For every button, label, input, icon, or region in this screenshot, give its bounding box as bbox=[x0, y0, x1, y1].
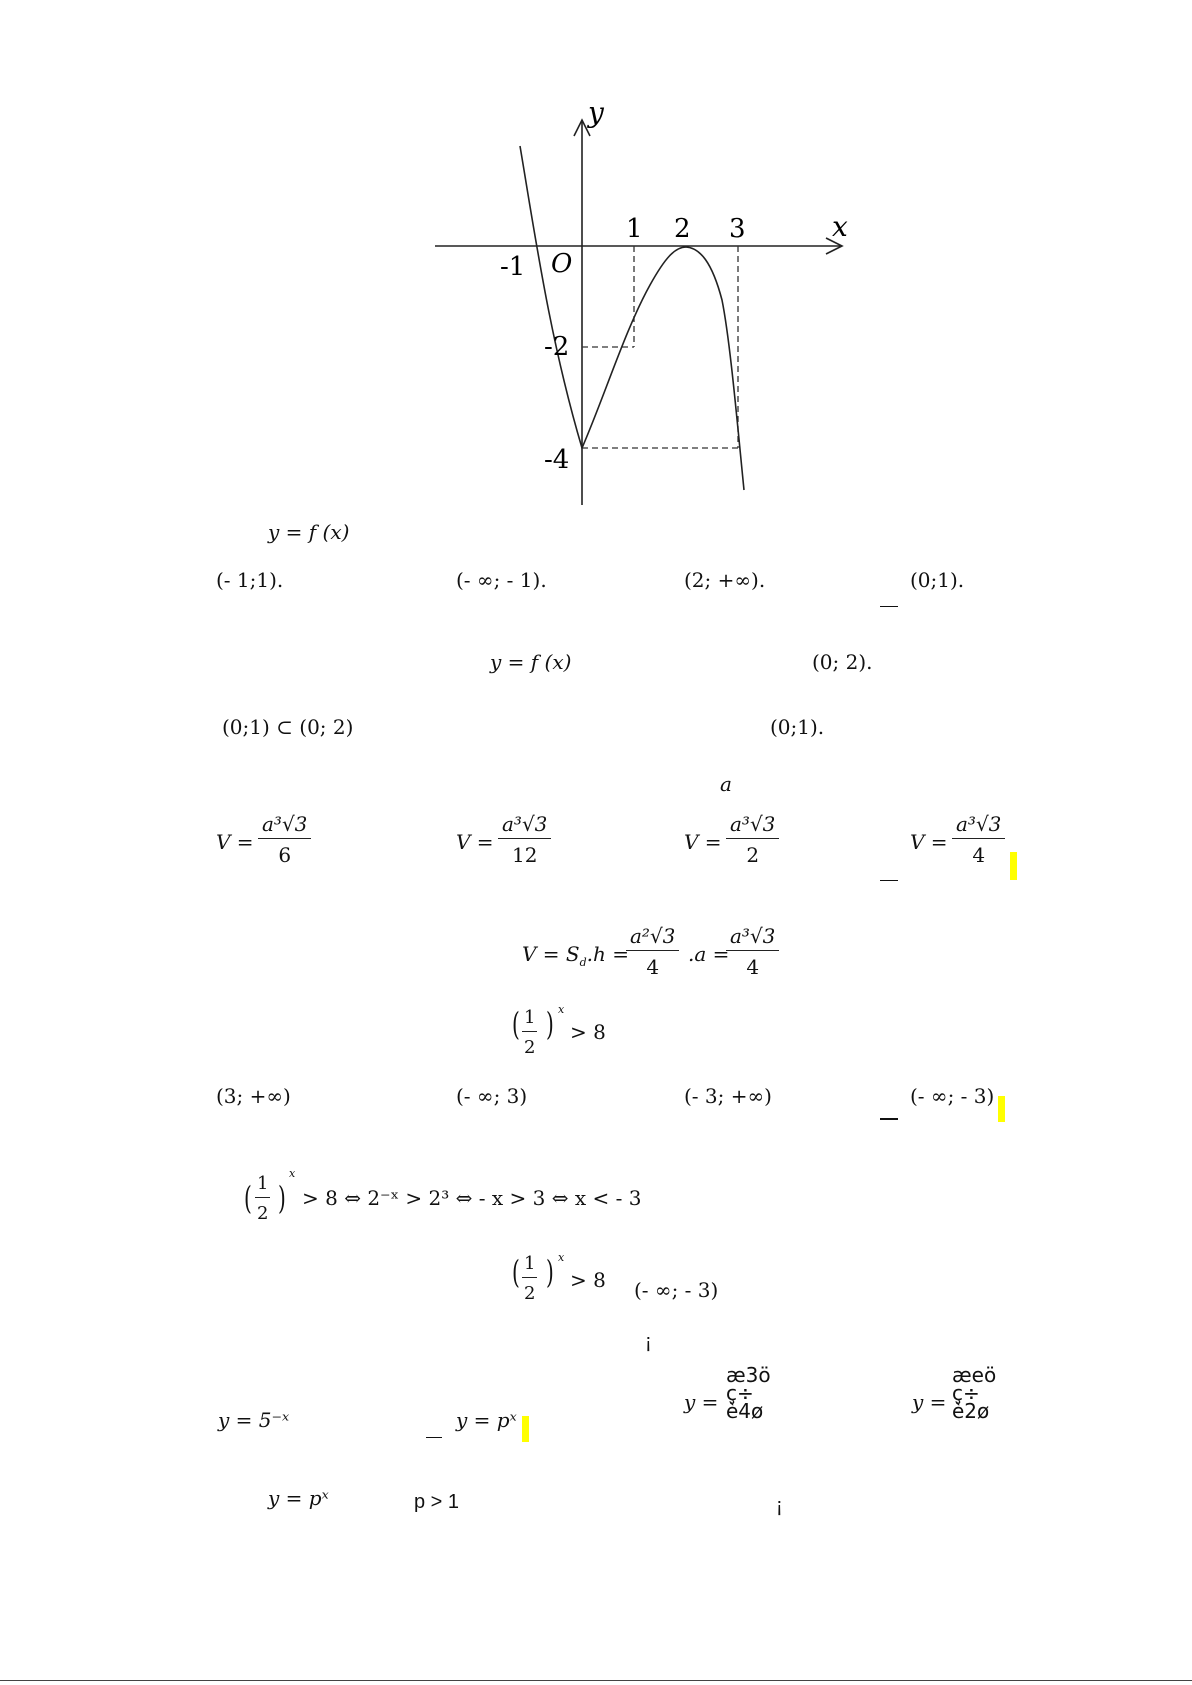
q3-conclusion-set: (- ∞; - 3) bbox=[634, 1278, 719, 1302]
q3-chain-open: ( bbox=[244, 1178, 252, 1218]
q4-solution-cond: p > 1 bbox=[414, 1491, 460, 1513]
tick-x-2: 2 bbox=[674, 214, 691, 244]
q2-option-c-frac bbox=[726, 812, 779, 867]
q3-stem-rhs: > 8 bbox=[570, 1020, 606, 1044]
q3-conclusion-rhs: > 8 bbox=[570, 1268, 606, 1292]
q3-option-d: (- ∞; - 3) bbox=[910, 1084, 995, 1108]
q1-solution-function: y = f (x) bbox=[490, 650, 572, 674]
q3-option-a: (3; +∞) bbox=[216, 1084, 291, 1108]
q3-option-c: (- 3; +∞) bbox=[684, 1084, 772, 1108]
q2-formula-num2: a³√3 bbox=[726, 924, 779, 951]
q2-formula-dot: .a = bbox=[688, 942, 730, 966]
q2-formula-den2: 4 bbox=[746, 955, 760, 979]
origin-label: O bbox=[551, 249, 573, 279]
q4-option-d-glyphs: æeö ç÷ è2ø bbox=[952, 1363, 997, 1423]
y-axis-label: y bbox=[588, 96, 604, 129]
q3-stem-exp: x bbox=[558, 1003, 565, 1016]
q3-concl-exp: x bbox=[558, 1251, 565, 1264]
q2-option-a-prefix: V = bbox=[216, 830, 254, 854]
q2-option-b-prefix: V = bbox=[456, 830, 494, 854]
q2-answer-mark bbox=[880, 880, 898, 881]
q4-answer-highlight bbox=[522, 1416, 529, 1442]
q2-option-d-prefix: V = bbox=[910, 830, 948, 854]
q2-option-d-frac bbox=[952, 812, 1005, 867]
q3-concl-close: ) bbox=[546, 1252, 554, 1292]
q2-option-b-den: 12 bbox=[511, 843, 538, 867]
q2-option-a-den: 6 bbox=[278, 843, 292, 867]
q1-answer-mark bbox=[880, 606, 898, 607]
q3-chain-close: ) bbox=[278, 1178, 286, 1218]
q2-formula-left: $V = S_d.h$ = bbox=[522, 942, 630, 969]
tick-y-neg2: -2 bbox=[544, 332, 570, 362]
cubic-curve bbox=[520, 146, 744, 490]
q2-answer-highlight bbox=[1010, 852, 1017, 880]
q3-concl-open: ( bbox=[512, 1252, 520, 1292]
q4-option-a: y = 5⁻ˣ bbox=[218, 1408, 290, 1432]
q2-formula-num1: a²√3 bbox=[626, 924, 679, 951]
q3-stem: ( bbox=[512, 1004, 520, 1044]
function-graph bbox=[0, 0, 1192, 520]
q2-option-a-num: a³√3 bbox=[258, 812, 311, 839]
q4-answer-mark bbox=[426, 1437, 442, 1438]
q4-garbled-2: ¡ bbox=[776, 1495, 783, 1517]
q3-option-b: (- ∞; 3) bbox=[456, 1084, 528, 1108]
q4-option-c-prefix: y = bbox=[684, 1390, 719, 1414]
q4-option-d-prefix: y = bbox=[912, 1390, 947, 1414]
q1-option-d: (0;1). bbox=[910, 568, 965, 592]
q4-option-b: y = pˣ bbox=[456, 1408, 517, 1432]
q2-option-c-num: a³√3 bbox=[726, 812, 779, 839]
tick-y-neg4: -4 bbox=[544, 445, 570, 475]
q3-answer-highlight bbox=[998, 1096, 1005, 1122]
q3-chain-exp: x bbox=[289, 1167, 296, 1180]
q4-garbled-1: ¡ bbox=[645, 1331, 652, 1353]
q1-answer: (0;1). bbox=[770, 715, 825, 739]
q3-answer-mark bbox=[880, 1118, 898, 1120]
q2-formula-frac1 bbox=[626, 924, 679, 979]
tick-x-neg1: -1 bbox=[500, 252, 526, 282]
q2-option-d-num: a³√3 bbox=[952, 812, 1005, 839]
q1-option-c: (2; +∞). bbox=[684, 568, 766, 592]
q1-function: y = f (x) bbox=[268, 520, 350, 544]
q2-option-c-den: 2 bbox=[746, 843, 760, 867]
q3-solution-chain: > 8 ⇔ 2⁻ˣ > 2³ ⇔ - x > 3 ⇔ x < - 3 bbox=[302, 1186, 642, 1210]
q2-side-label: a bbox=[720, 772, 732, 796]
q2-option-a-frac bbox=[258, 812, 311, 867]
q1-option-a: (- 1;1). bbox=[216, 568, 284, 592]
q2-formula-den1: 4 bbox=[646, 955, 660, 979]
q3-chain-frac: $\frac{1}{2}$ bbox=[257, 1173, 269, 1224]
q2-option-b-num: a³√3 bbox=[498, 812, 551, 839]
q2-formula-frac2 bbox=[726, 924, 779, 979]
q3-stem-frac: $\frac{1}{2}$ bbox=[524, 1007, 536, 1058]
page-bottom-rule bbox=[0, 1680, 1192, 1681]
tick-x-3: 3 bbox=[729, 214, 746, 244]
q4-solution-fn: y = pˣ bbox=[268, 1486, 329, 1510]
x-axis-label: x bbox=[832, 210, 848, 243]
q2-option-d-den: 4 bbox=[972, 843, 986, 867]
q1-option-b: (- ∞; - 1). bbox=[456, 568, 547, 592]
q3-concl-frac: $\frac{1}{2}$ bbox=[524, 1253, 536, 1304]
q4-option-c-glyphs: æ3ö ç÷ è4ø bbox=[726, 1363, 771, 1423]
q3-stem-close: ) bbox=[546, 1004, 554, 1044]
q1-solution-interval: (0; 2). bbox=[812, 650, 873, 674]
q2-option-b-frac bbox=[498, 812, 551, 867]
q2-option-c-prefix: V = bbox=[684, 830, 722, 854]
tick-x-1: 1 bbox=[626, 214, 643, 244]
q1-subset: (0;1) ⊂ (0; 2) bbox=[222, 715, 354, 739]
